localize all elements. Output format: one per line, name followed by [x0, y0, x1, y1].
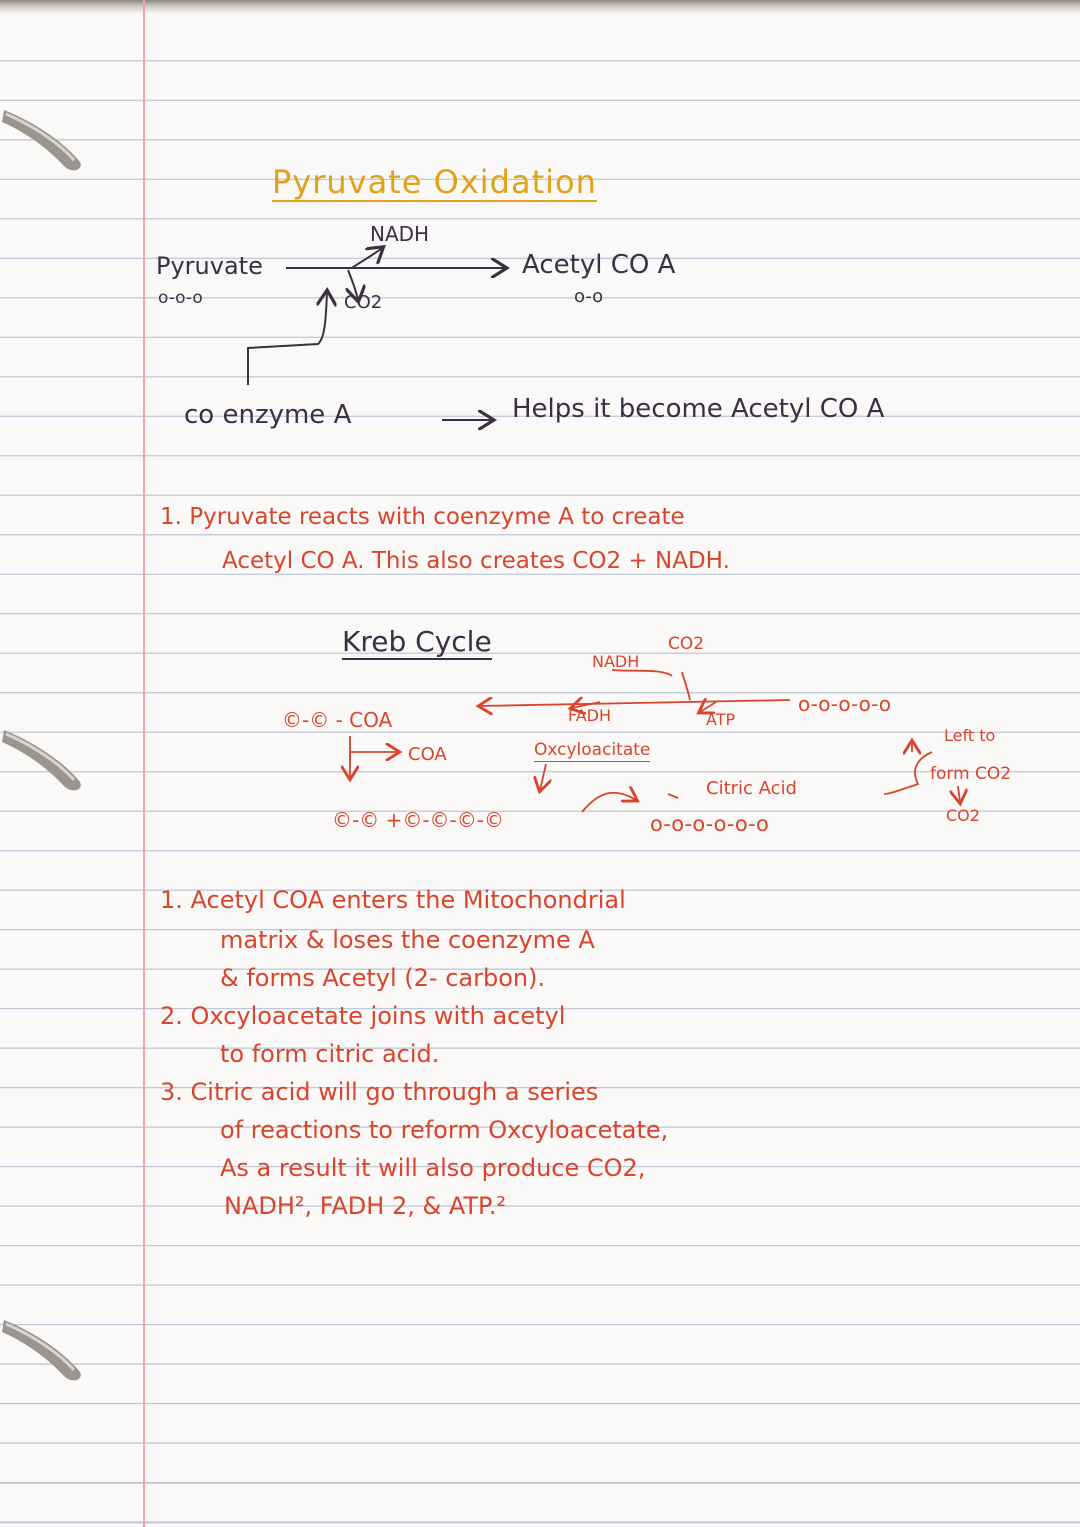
- co2-arrow: [348, 270, 358, 300]
- kreb-form-co2: form CO2: [930, 764, 1012, 784]
- co2-label: CO2: [344, 292, 383, 313]
- kreb-nadh-arrow: [612, 670, 672, 676]
- step-line: & forms Acetyl (2- carbon).: [220, 964, 546, 992]
- note1-line2: Acetyl CO A. This also creates CO2 + NADH.: [222, 548, 730, 574]
- pyruvate-label: Pyruvate: [156, 252, 263, 280]
- note1-line1: 1. Pyruvate reacts with coenzyme A to create: [160, 504, 685, 530]
- kreb-fadh: FADH: [568, 706, 612, 725]
- kreb-main-line: [480, 700, 790, 706]
- acetyl-molecule: o-o: [574, 286, 604, 307]
- kreb-six-chain: o-o-o-o-o-o: [650, 812, 769, 836]
- acetyl-coa-label: Acetyl CO A: [522, 250, 676, 280]
- coenzyme-arrow: [248, 292, 327, 385]
- step-line: NADH², FADH 2, & ATP.²: [224, 1192, 507, 1220]
- pyruvate-molecule: o-o-o: [158, 288, 203, 308]
- page-title: Pyruvate Oxidation: [272, 163, 597, 201]
- kreb-bottom-chain: ©-© +©-©-©-©: [332, 808, 504, 832]
- step-line: As a result it will also produce CO2,: [220, 1154, 646, 1182]
- kreb-coa: COA: [408, 744, 447, 765]
- kreb-title: Kreb Cycle: [342, 625, 492, 658]
- step-line: 3. Citric acid will go through a series: [160, 1078, 599, 1106]
- kreb-brace: [884, 752, 932, 794]
- nadh-arrow: [352, 248, 382, 268]
- kreb-coa-arrow: [350, 736, 398, 760]
- step-line: 1. Acetyl COA enters the Mitochondrial: [160, 886, 626, 914]
- kreb-oxaloacetate: Oxcyloacitate: [534, 740, 651, 760]
- kreb-co2-down-arrow: [958, 786, 960, 802]
- kreb-oxa-down-arrow: [540, 764, 546, 790]
- kreb-atp: ATP: [706, 710, 736, 729]
- step-line: matrix & loses the coenzyme A: [220, 926, 595, 954]
- kreb-co2-arrow: [682, 672, 690, 700]
- kreb-nadh: NADH: [592, 652, 640, 671]
- kreb-co2-right: CO2: [946, 806, 980, 825]
- step-line: to form citric acid.: [220, 1040, 440, 1068]
- nadh-label: NADH: [370, 222, 430, 246]
- kreb-atp-arrow: [700, 702, 716, 712]
- kreb-citric-small-arrow: [668, 794, 678, 798]
- kreb-co2-top: CO2: [668, 634, 705, 654]
- kreb-curve-arrow: [582, 793, 636, 812]
- step-line: of reactions to reform Oxcyloacetate,: [220, 1116, 669, 1144]
- kreb-citric-acid: Citric Acid: [706, 778, 797, 799]
- step-line: 2. Oxcyloacetate joins with acetyl: [160, 1002, 566, 1030]
- coenzyme-label: co enzyme A: [184, 400, 352, 430]
- kreb-five-chain: o-o-o-o-o: [798, 692, 892, 716]
- kreb-left-chain: ©-© - COA: [282, 708, 393, 732]
- kreb-left-to: Left to: [944, 726, 996, 745]
- helps-label: Helps it become Acetyl CO A: [512, 394, 885, 424]
